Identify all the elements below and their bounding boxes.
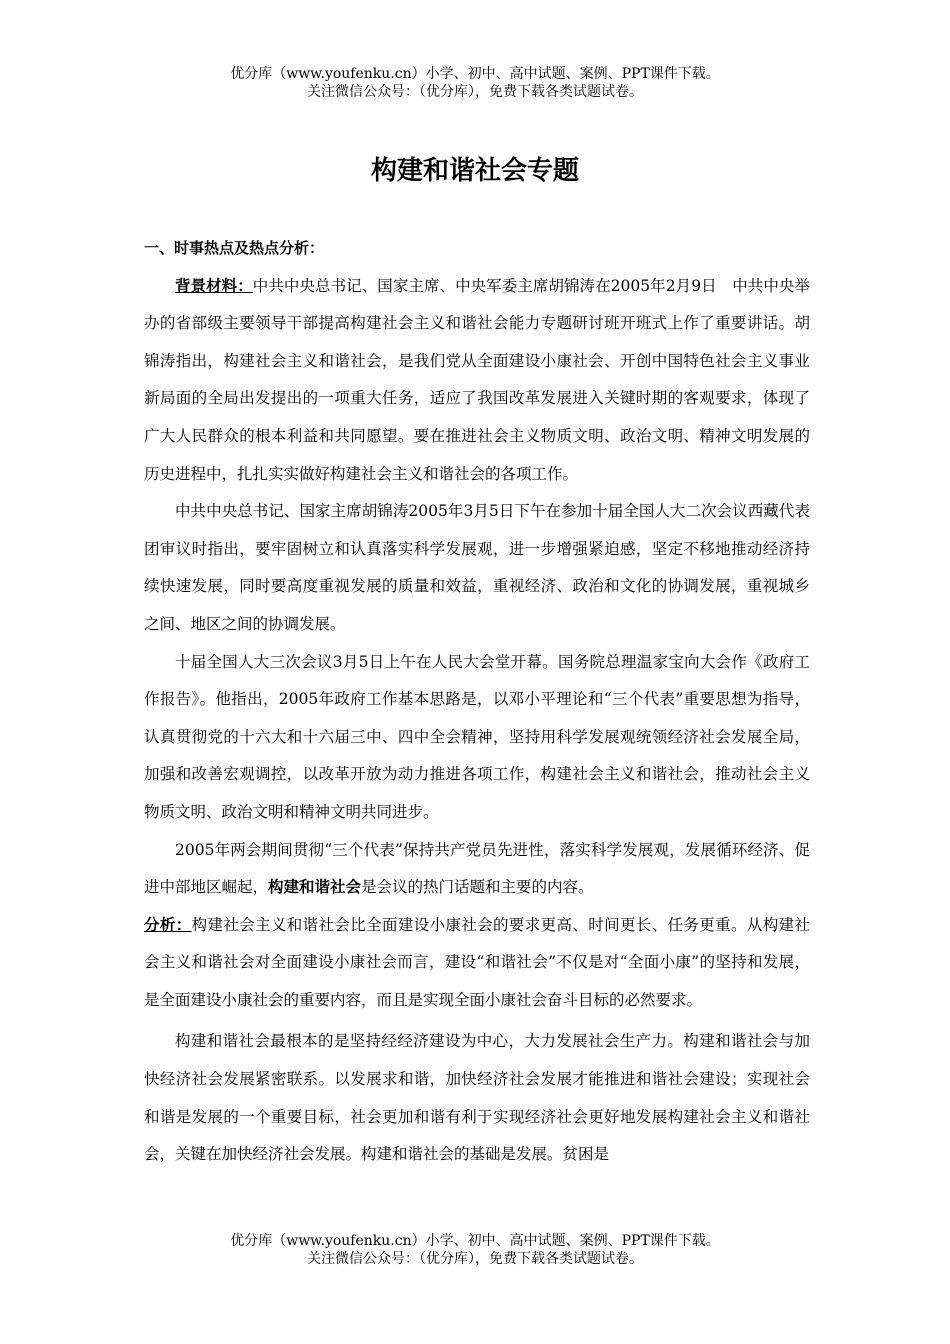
page-footer bbox=[0, 1232, 950, 1268]
page-header bbox=[0, 65, 950, 101]
p4-bold: 构建和谐社会 bbox=[268, 878, 362, 897]
header-line-1: 优分库（www.youfenku.cn）小学、初中、高中试题、案例、PPT课件下载。 bbox=[230, 66, 720, 82]
footer-line-1: 优分库（www.youfenku.cn）小学、初中、高中试题、案例、PPT课件下载。 bbox=[230, 1233, 720, 1249]
p4-before: 2005年两会期间贯彻“三个代表”保持共产党员先进性，落实科学发展观，发展循环经济、促进中部地区崛起， bbox=[144, 840, 810, 897]
paragraph-4 bbox=[144, 832, 810, 907]
paragraph-2: 中共中央总书记、国家主席胡锦涛2005年3月5日下午在参加十届全国人大二次会议西藏代表团审议时指出，要牢固树立和认真落实科学发展观，进一步增强紧迫感，坚定不移地推动经济持续快速发展，同时要高度重视发展的质量和效益，重视经济、政治和文化的协调发展，重视城乡之间、地区之间的协调发展。 bbox=[144, 502, 810, 633]
paragraph-6: 构建和谐社会最根本的是坚持经经济建设为中心，大力发展社会生产力。构建和谐社会与加快经济社会发展紧密联系。以发展求和谐，加快经济社会发展才能推进和谐社会建设；实现社会和谐是发展的一个重要目标，社会更加和谐有利于实现经济社会更好地发展构建社会主义和谐社会，关键在加快经济社会发展。构建和谐社会的基础是发展。贫困是 bbox=[144, 1032, 810, 1164]
analysis-text: 构建社会主义和谐社会比全面建设小康社会的要求更高、时间更长、任务更重。从构建社会主义和谐社会对全面建设小康社会而言，建设“和谐社会”不仅是对“全面小康”的坚持和发展，是全面建设小康社会的重要内容，而且是实现全面小康社会奋斗目标的必然要求。 bbox=[144, 915, 810, 1009]
analysis-label: 分析： bbox=[144, 915, 192, 934]
footer-line-2: 关注微信公众号：（优分库），免费下载各类试题试卷。 bbox=[307, 1251, 643, 1267]
paragraph-3: 十届全国人大三次会议3月5日上午在人民大会堂开幕。国务院总理温家宝向大会作《政府工作报告》。他指出，2005年政府工作基本思路是，以邓小平理论和“三个代表”重要思想为指导，认真贯彻党的十六大和十六届三中、四中全会精神，坚持用科学发展观统领经济社会发展全局，加强和改善宏观调控，以改革开放为动力推进各项工作，构建社会主义和谐社会，推动社会主义物质文明、政治文明和精神文明共同进步。 bbox=[144, 652, 810, 821]
p4-after: 是会议的热门话题和主要的内容。 bbox=[361, 878, 594, 897]
paragraph-analysis bbox=[144, 907, 810, 1020]
section-heading: 一、时事热点及热点分析： bbox=[144, 239, 325, 257]
document-body bbox=[144, 230, 810, 1174]
background-label: 背景材料： bbox=[175, 276, 253, 295]
paragraph-background bbox=[144, 268, 810, 494]
background-text: 中共中央总书记、国家主席、中央军委主席胡锦涛在2005年2月9日 中共中央举办的省部级主要领导干部提高构建社会主义和谐社会能力专题研讨班开班式上作了重要讲话。胡锦涛指出，构建社会主义和谐社会，是我们党从全面建设小康社会、开创中国特色社会主义事业新局面的全局出发提出的一项重大任务，适应了我国改革发展进入关键时期的客观要求，体现了广大人民群众的根本利益和共同愿望。要在推进社会主义物质文明、政治文明、精神文明发展的历史进程中，扎扎实实做好构建社会主义和谐社会的各项工作。 bbox=[144, 276, 810, 483]
document-title: 构建和谐社会专题 bbox=[370, 156, 579, 186]
header-line-2: 关注微信公众号：（优分库），免费下载各类试题试卷。 bbox=[307, 84, 643, 100]
